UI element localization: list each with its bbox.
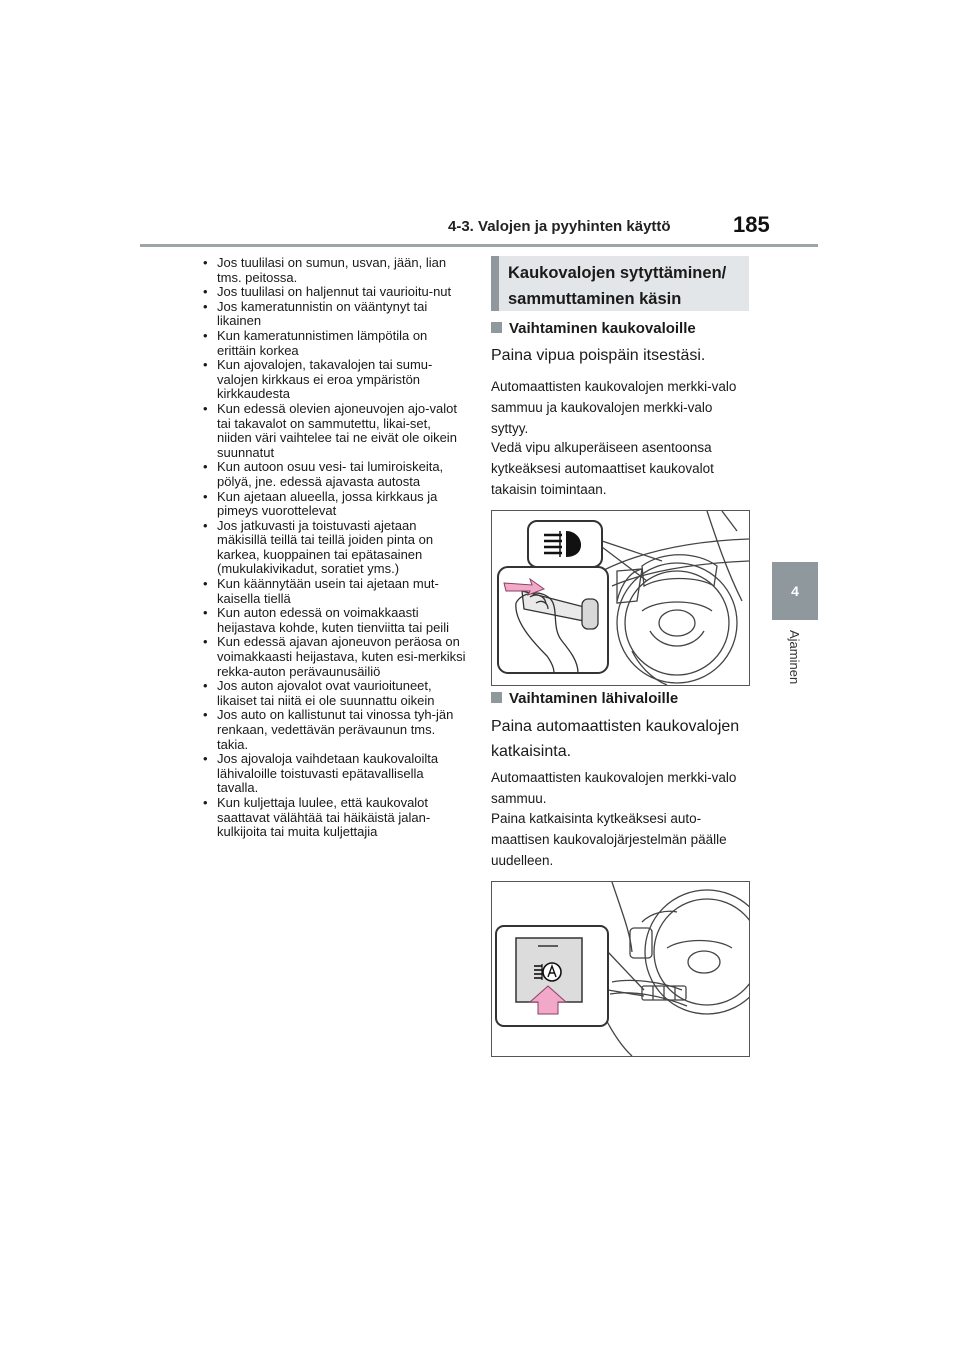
subheading-high-beam: Vaihtaminen kaukovaloille xyxy=(491,320,696,337)
list-item: • Kun ajovalojen, takavalojen tai sumu-valojen kirkkaus ei eroa ympäristön kirkkaudesta xyxy=(200,358,468,402)
figure-lever-push xyxy=(491,510,750,686)
list-item: • Jos ajovaloja vaihdetaan kaukovaloilta lähivaloille toistuvasti epätavallisella tavalla. xyxy=(200,752,468,796)
list-item: • Kun edessä olevien ajoneuvojen ajo-valot tai takavalot on sammutettu, likai-set, niiden väri vaihtelee tai ne eivät ole oikein suunnatut xyxy=(200,402,468,460)
list-item: • Jos tuulilasi on sumun, usvan, jään, lian tms. peitossa. xyxy=(200,256,468,285)
header-rule xyxy=(140,244,818,247)
chapter-number: 4 xyxy=(791,583,799,599)
section-heading: Kaukovalojen sytyttäminen/ sammuttaminen käsin xyxy=(508,264,727,308)
list-item: • Kun auton edessä on voimakkaasti heijastava kohde, kuten tienviitta tai peili xyxy=(200,606,468,635)
list-item: • Kun autoon osuu vesi- tai lumiroiskeita, pölyä, jne. edessä ajavasta autosta xyxy=(200,460,468,489)
list-item: • Kun ajetaan alueella, jossa kirkkaus ja pimeys vuorottelevat xyxy=(200,490,468,519)
list-item: • Kun kuljettaja luulee, että kaukovalot saattavat välähtää tai häikäistä jalan-kulkijoita tai muita kuljettajia xyxy=(200,796,468,840)
square-bullet-icon xyxy=(491,692,502,703)
subheading-low-beam: Vaihtaminen lähivaloille xyxy=(491,690,678,707)
paragraph: Automaattisten kaukovalojen merkki-valo sammuu ja kaukovalojen merkki-valo syttyy. xyxy=(491,379,737,436)
section-heading-box xyxy=(491,256,749,311)
list-item: • Jos tuulilasi on haljennut tai vaurioitu-nut xyxy=(200,285,468,300)
list-item: • Jos auton ajovalot ovat vaurioituneet, likaiset tai niitä ei ole suunnattu oikein xyxy=(200,679,468,708)
high-beam-callout xyxy=(528,521,602,567)
chapter-label-wrap xyxy=(782,630,802,700)
figure-auto-high-beam-switch xyxy=(491,881,750,1057)
list-item: • Jos kameratunnistin on vääntynyt tai likainen xyxy=(200,300,468,329)
lever-illustration xyxy=(492,511,749,685)
square-bullet-icon xyxy=(491,322,502,333)
list-item: • Kun käännytään usein tai ajetaan mut-kaisella tiellä xyxy=(200,577,468,606)
list-item: • Kun kameratunnistimen lämpötila on erittäin korkea xyxy=(200,329,468,358)
page-number: 185 xyxy=(733,212,770,237)
instruction-low-beam: Paina automaattisten kaukovalojen katkaisinta. xyxy=(491,718,740,760)
chapter-tab xyxy=(772,562,818,620)
list-item: • Kun edessä ajavan ajoneuvon peräosa on voimakkaasti heijastava, kuten esi-merkiksi rekka-auton perävaunusäiliö xyxy=(200,635,468,679)
chapter-label: Ajaminen xyxy=(787,630,802,685)
list-item: • Jos auto on kallistunut tai vinossa tyh-jän renkaan, vedettävän perävaunun tms. takia. xyxy=(200,708,468,752)
instruction-high-beam: Paina vipua poispäin itsestäsi. xyxy=(491,347,706,364)
section-title: 4-3. Valojen ja pyyhinten käyttö xyxy=(448,218,671,235)
paragraph: Automaattisten kaukovalojen merkki-valo sammuu. xyxy=(491,770,737,806)
list-item: • Jos jatkuvasti ja toistuvasti ajetaan mäkisillä teillä tai teillä joiden pinta on karkea, kuoppainen tai epätasainen (mukulakivikadut, soratiet yms.) xyxy=(200,519,468,577)
switch-illustration xyxy=(492,882,749,1056)
paragraph: Paina katkaisinta kytkeäksesi auto-maattisen kaukovalojärjestelmän päälle uudelleen. xyxy=(491,811,727,868)
paragraph: Vedä vipu alkuperäiseen asentoonsa kytkeäksesi automaattiset kaukovalot takaisin toimintaan. xyxy=(491,440,714,497)
condition-list xyxy=(200,256,468,840)
